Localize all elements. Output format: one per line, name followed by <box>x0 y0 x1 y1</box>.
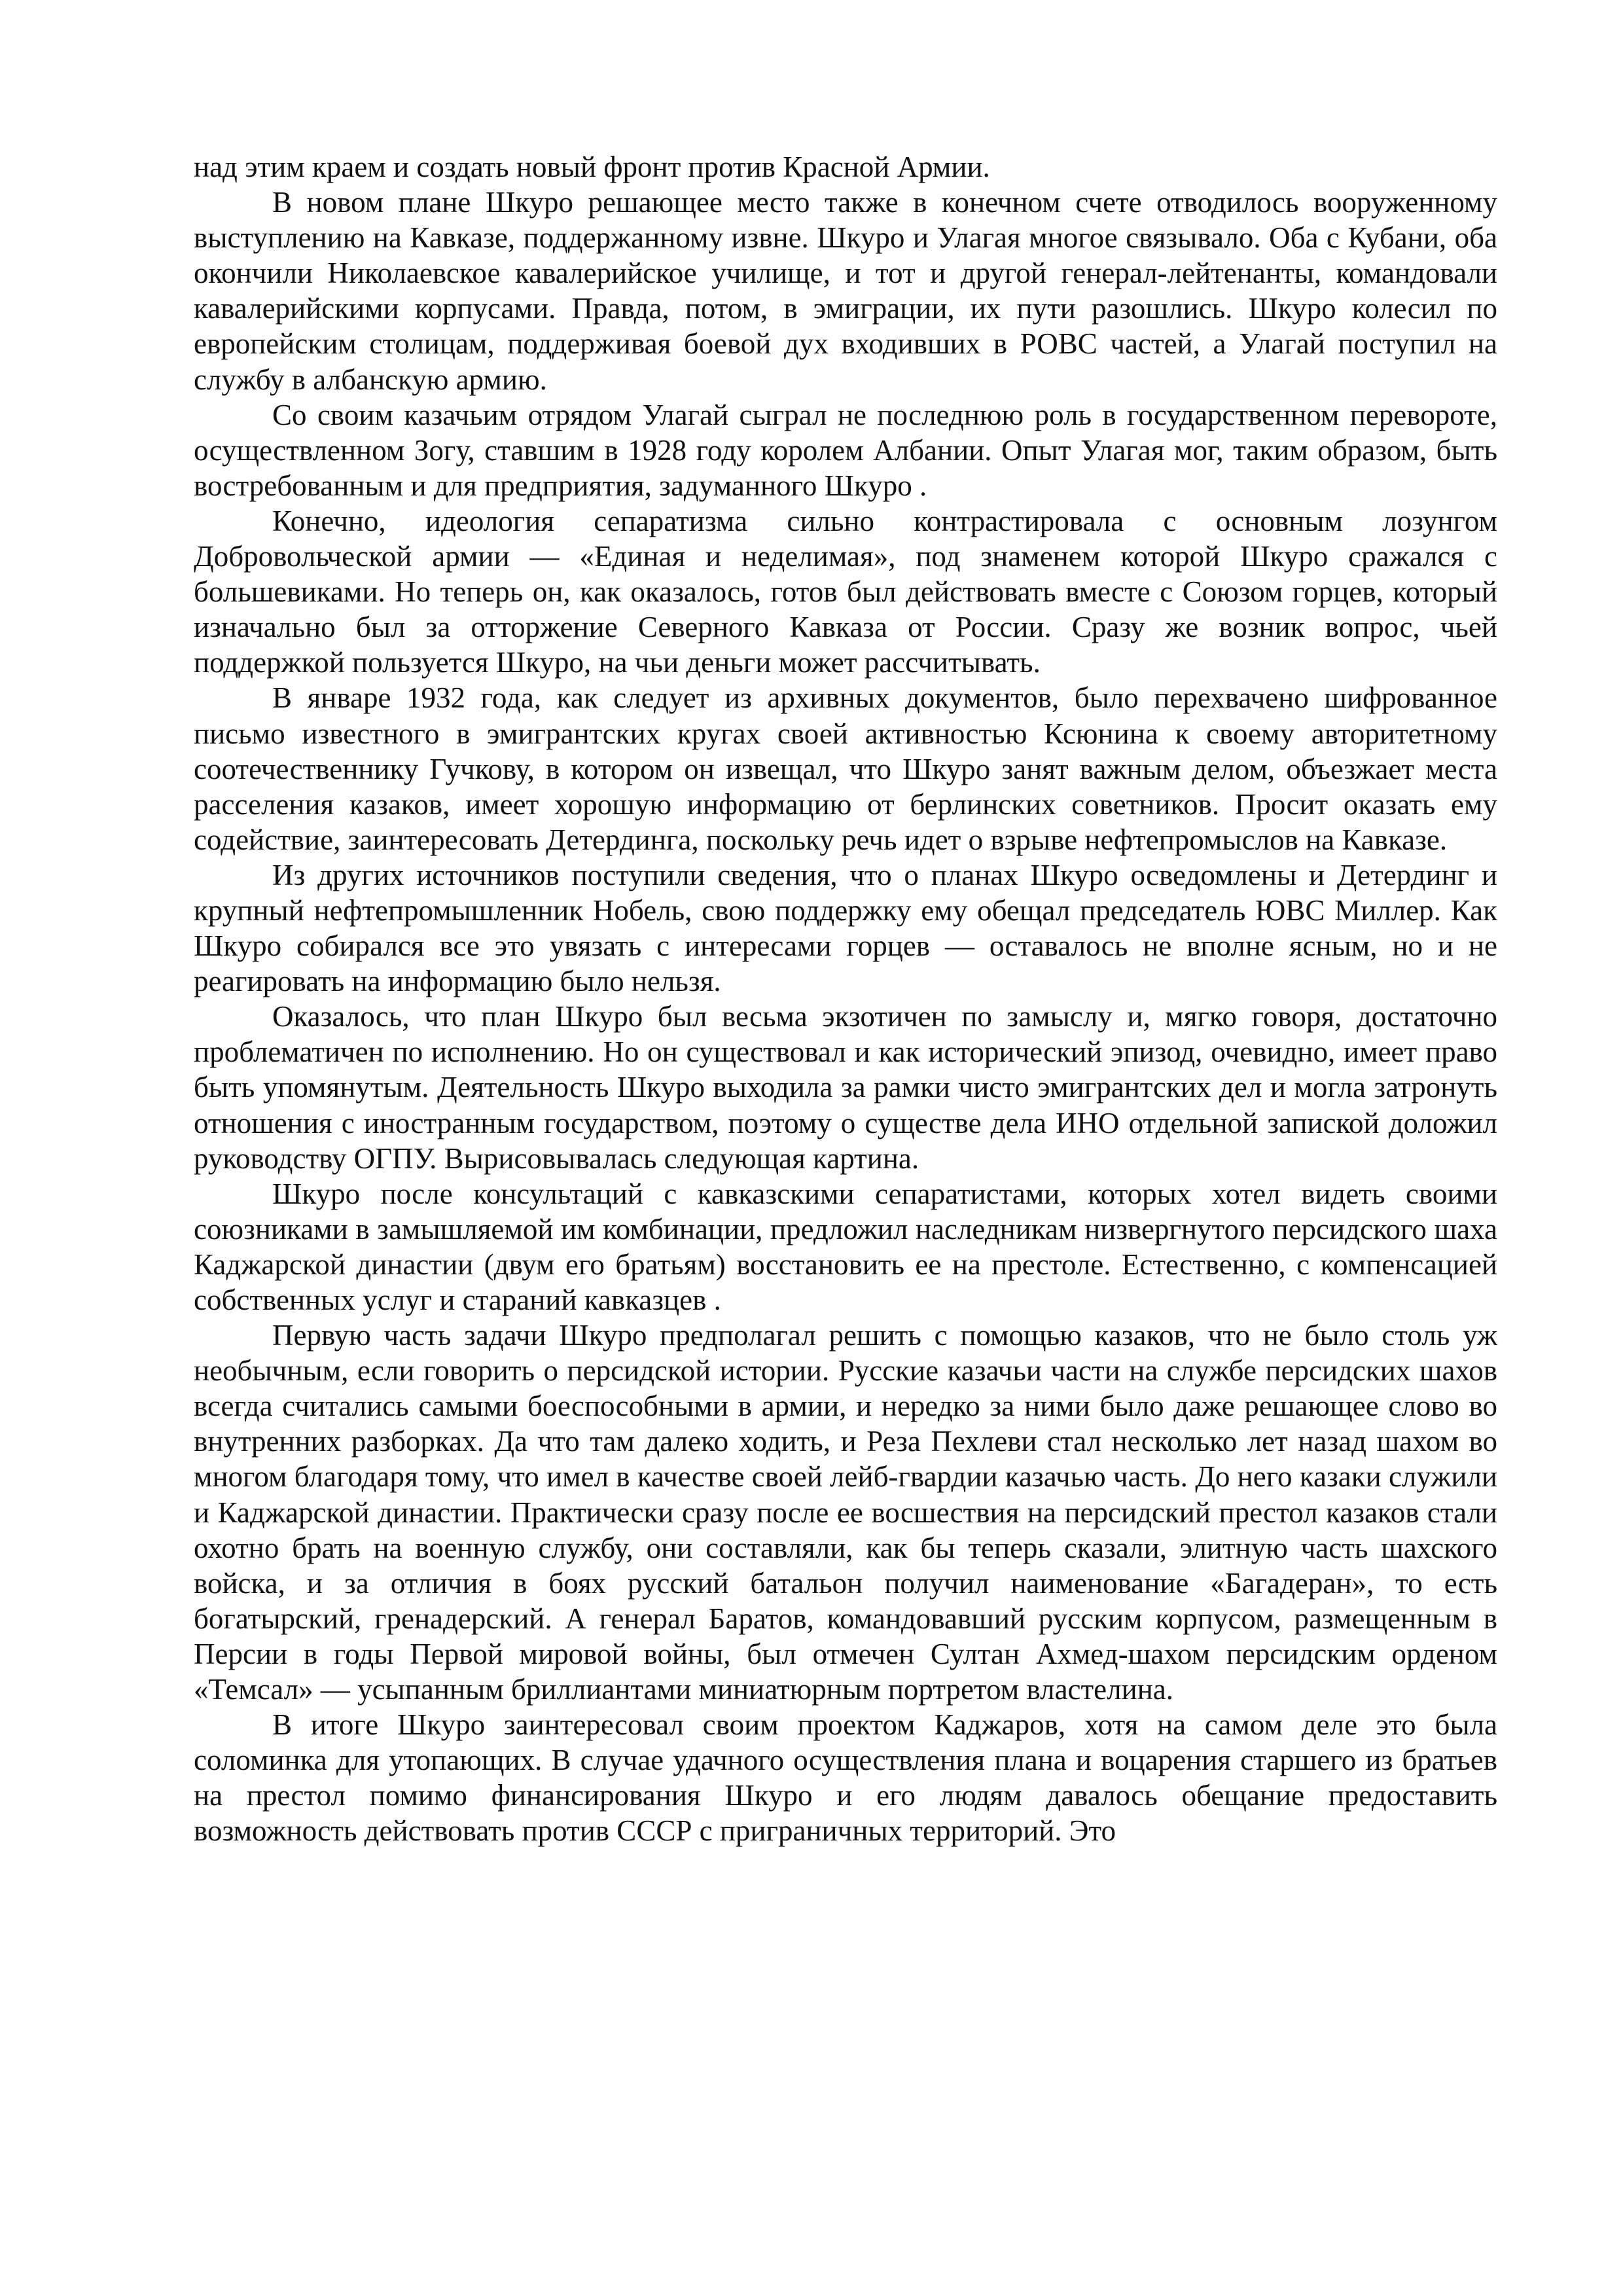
paragraph-3: Со своим казачьим отрядом Улагай сыграл не последнюю роль в государственном перевороте, осуществленном Зогу, ставшим в 1928 году королем Албании. Опыт Улагая мог, таким образом, быть востребованным и для предприятия, задуманного Шкуро . <box>194 398 1497 502</box>
paragraph-10: В итоге Шкуро заинтересовал своим проектом Каджаров, хотя на самом деле это была соломинка для утопающих. В случае удачного осуществления плана и воцарения старшего из братьев на престол помимо финансирования Шкуро и его людям давалось обещание предоставить возможность действовать против СССР с приграничных территорий. Это <box>194 1708 1497 1848</box>
paragraph-8: Шкуро после консультаций с кавказскими сепаратистами, которых хотел видеть своими союзниками в замышляемой им комбинации, предложил наследникам низвергнутого персидского шаха Каджарской династии (двум его братьям) восстановить ее на престоле. Естественно, с компенсацией собственных услуг и стараний кавказцев . <box>194 1177 1497 1316</box>
paragraph-1: над этим краем и создать новый фронт против Красной Армии. <box>194 151 990 183</box>
paragraph-4: Конечно, идеология сепаратизма сильно контрастировала с основным лозунгом Добровольческой армии — «Единая и неделимая», под знаменем которой Шкуро сражался с большевиками. Но теперь он, как оказалось, готов был действовать вместе с Союзом горцев, который изначально был за отторжение Северного Кавказа от России. Сразу же возник вопрос, чьей поддержкой пользуется Шкуро, на чьи деньги может рассчитывать. <box>194 504 1497 679</box>
document-page <box>194 149 1497 1849</box>
paragraph-6: Из других источников поступили сведения, что о планах Шкуро осведомлены и Детердинг и крупный нефтепромышленник Нобель, свою поддержку ему обещал председатель ЮВС Миллер. Как Шкуро собирался все это увязать с интересами горцев — оставалось не вполне ясным, но и не реагировать на информацию было нельзя. <box>194 858 1497 998</box>
paragraph-9: Первую часть задачи Шкуро предполагал решить с помощью казаков, что не было столь уж необычным, если говорить о персидской истории. Русские казачьи части на службе персидских шахов всегда считались самыми боеспособными в армии, и нередко за ними было даже решающее слово во внутренних разборках. Да что там далеко ходить, и Реза Пехлеви стал несколько лет назад шахом во многом благодаря тому, что имел в качестве своей лейб-гвардии казачью часть. До него казаки служили и Каджарской династии. Практически сразу после ее восшествия на персидский престол казаков стали охотно брать на военную службу, они составляли, как бы теперь сказали, элитную часть шахского войска, и за отличия в боях русский батальон получил наименование «Багадеран», то есть богатырский, гренадерский. А генерал Баратов, командовавший русским корпусом, размещенным в Персии в годы Первой мировой войны, был отмечен Султан Ахмед-шахом персидским орденом «Темсал» — усыпанным бриллиантами миниатюрным портретом властелина. <box>194 1319 1497 1706</box>
paragraph-2: В новом плане Шкуро решающее место также в конечном счете отводилось вооруженному выступлению на Кавказе, поддержанному извне. Шкуро и Улагая многое связывало. Оба с Кубани, оба окончили Николаевское кавалерийское училище, и тот и другой генерал-лейтенанты, командовали кавалерийскими корпусами. Правда, потом, в эмиграции, их пути разошлись. Шкуро колесил по европейским столицам, поддерживая боевой дух входивших в РОВС частей, а Улагай поступил на службу в албанскую армию. <box>194 186 1497 396</box>
paragraph-5: В январе 1932 года, как следует из архивных документов, было перехвачено шифрованное письмо известного в эмигрантских кругах своей активностью Ксюнина к своему авторитетному соотечественнику Гучкову, в котором он извещал, что Шкуро занят важным делом, объезжает места расселения казаков, имеет хорошую информацию от берлинских советников. Просит оказать ему содействие, заинтересовать Детердинга, поскольку речь идет о взрыве нефтепромыслов на Кавказе. <box>194 681 1497 856</box>
paragraph-7: Оказалось, что план Шкуро был весьма экзотичен по замыслу и, мягко говоря, достаточно проблематичен по исполнению. Но он существовал и как исторический эпизод, очевидно, имеет право быть упомянутым. Деятельность Шкуро выходила за рамки чисто эмигрантских дел и могла затронуть отношения с иностранным государством, поэтому о существе дела ИНО отдельной запиской доложил руководству ОГПУ. Вырисовывалась следующая картина. <box>194 1000 1497 1175</box>
